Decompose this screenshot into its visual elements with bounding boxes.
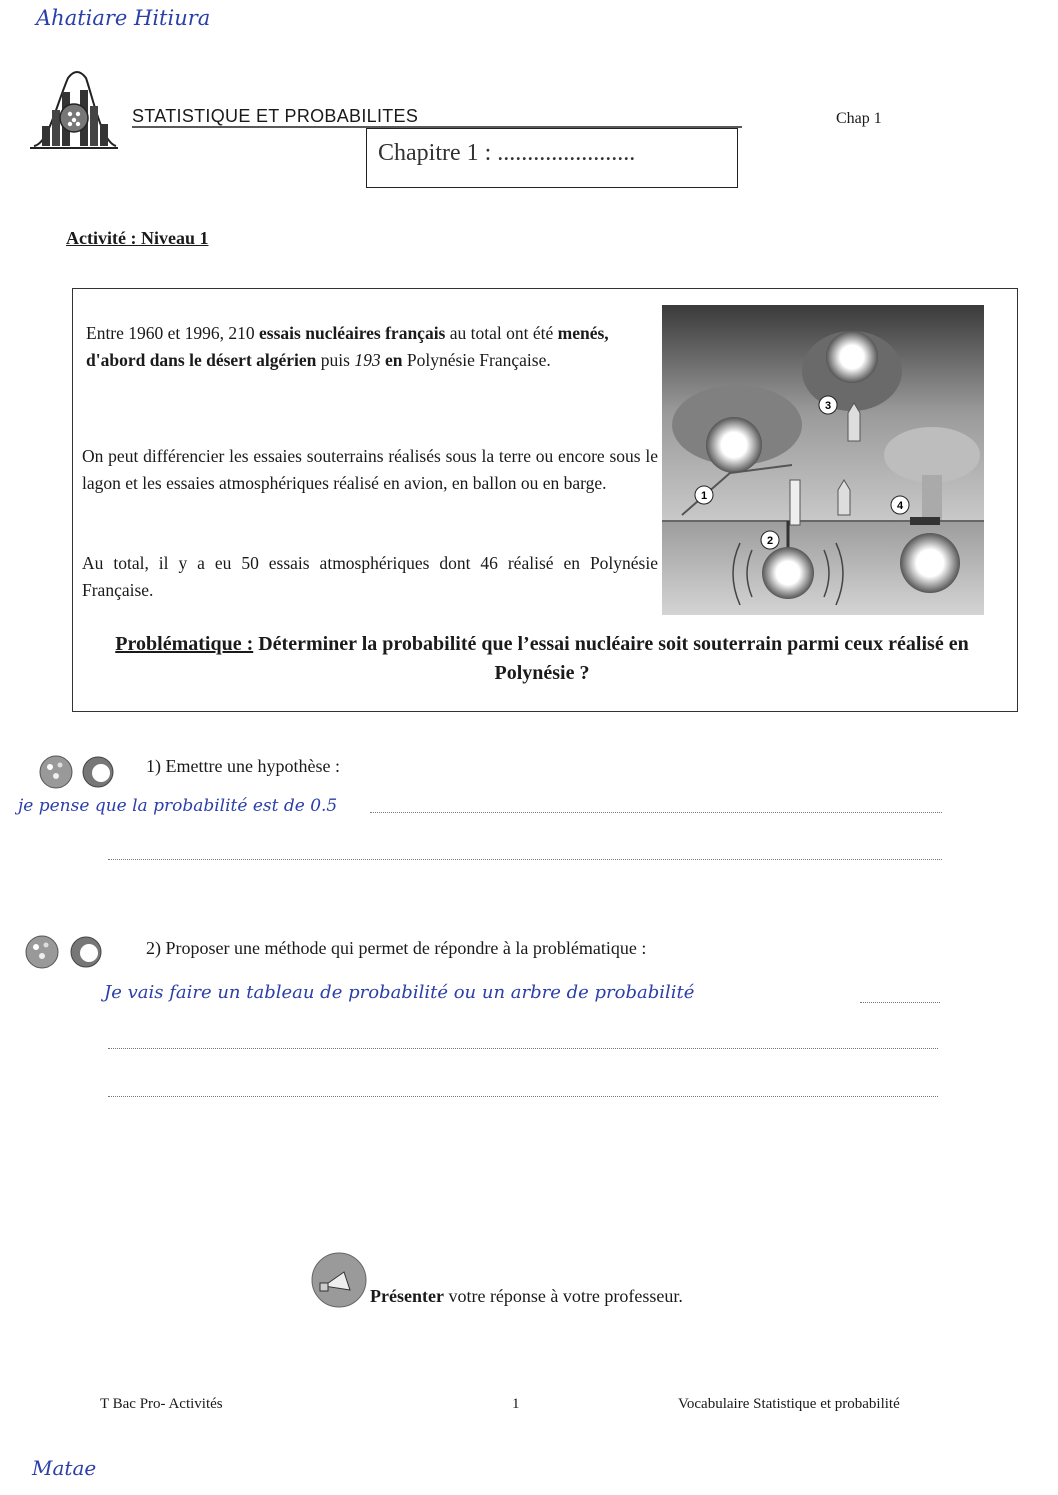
answer-line	[108, 1096, 938, 1097]
problem-statement	[82, 630, 1002, 688]
handwritten-signature: Matae	[32, 1456, 97, 1480]
chapter-number-label: Chap 1	[836, 110, 882, 127]
illustration-number-3: 3	[824, 400, 832, 412]
student-name-handwritten: Ahatiare Hitiura	[36, 6, 211, 30]
para1-text-3: puis	[316, 350, 355, 370]
footer-left: T Bac Pro- Activités	[100, 1396, 223, 1412]
answer-line	[860, 1002, 940, 1003]
footer-right: Vocabulaire Statistique et probabilité	[678, 1396, 900, 1412]
para1-bold-1: essais nucléaires français	[259, 323, 446, 343]
question-2-label: 2) Proposer une méthode qui permet de répondre à la problématique :	[146, 938, 647, 958]
chapter-title-field: Chapitre 1 : .......................	[378, 140, 636, 166]
present-bold: Présenter	[370, 1286, 444, 1306]
think-discuss-icon	[36, 752, 120, 792]
para1-bold-3: en	[380, 350, 403, 370]
illustration-number-2: 2	[766, 535, 774, 547]
answer-line	[108, 1048, 938, 1049]
course-title: STATISTIQUE ET PROBABILITES	[132, 106, 419, 126]
problem-text: Déterminer la probabilité que l’essai nucléaire soit souterrain parmi ceux réalisé en Polynésie ?	[258, 633, 969, 684]
think-discuss-icon	[18, 932, 108, 972]
question-1-answer[interactable]: je pense que la probabilité est de 0.5	[18, 796, 338, 816]
nuclear-tests-illustration	[662, 305, 984, 615]
present-instruction	[370, 1286, 683, 1307]
megaphone-icon	[310, 1250, 368, 1310]
context-paragraph-2: On peut différencier les essaies souterrains réalisés sous la terre ou encore sous le lagon et les essaies atmosphériques réalisé en avion, en ballon ou en barge.	[82, 446, 658, 493]
context-paragraph-3: Au total, il y a eu 50 essais atmosphériques dont 46 réalisé en Polynésie Française.	[82, 553, 658, 600]
para1-text-4: Polynésie Française.	[402, 350, 551, 370]
para1-text-1: Entre 1960 et 1996, 210	[86, 323, 260, 343]
question-1-label: 1) Emettre une hypothèse :	[146, 756, 340, 776]
context-paragraph-1	[86, 320, 662, 374]
illustration-number-1: 1	[700, 490, 708, 502]
answer-line	[108, 859, 942, 860]
para1-bold-2: menés, d'abord dans le désert algérien	[86, 323, 609, 370]
illustration-number-4: 4	[896, 500, 904, 512]
para1-italic-1: 193	[354, 350, 381, 370]
question-2-answer[interactable]: Je vais faire un tableau de probabilité ou un arbre de probabilité	[104, 982, 695, 1003]
present-rest: votre réponse à votre professeur.	[443, 1286, 683, 1306]
page-number: 1	[512, 1396, 520, 1412]
problem-label: Problématique :	[115, 633, 254, 655]
statistics-logo-icon	[28, 66, 120, 154]
para1-text-2: au total ont été	[445, 323, 558, 343]
activity-title: Activité : Niveau 1	[66, 228, 209, 248]
answer-line	[370, 812, 942, 813]
